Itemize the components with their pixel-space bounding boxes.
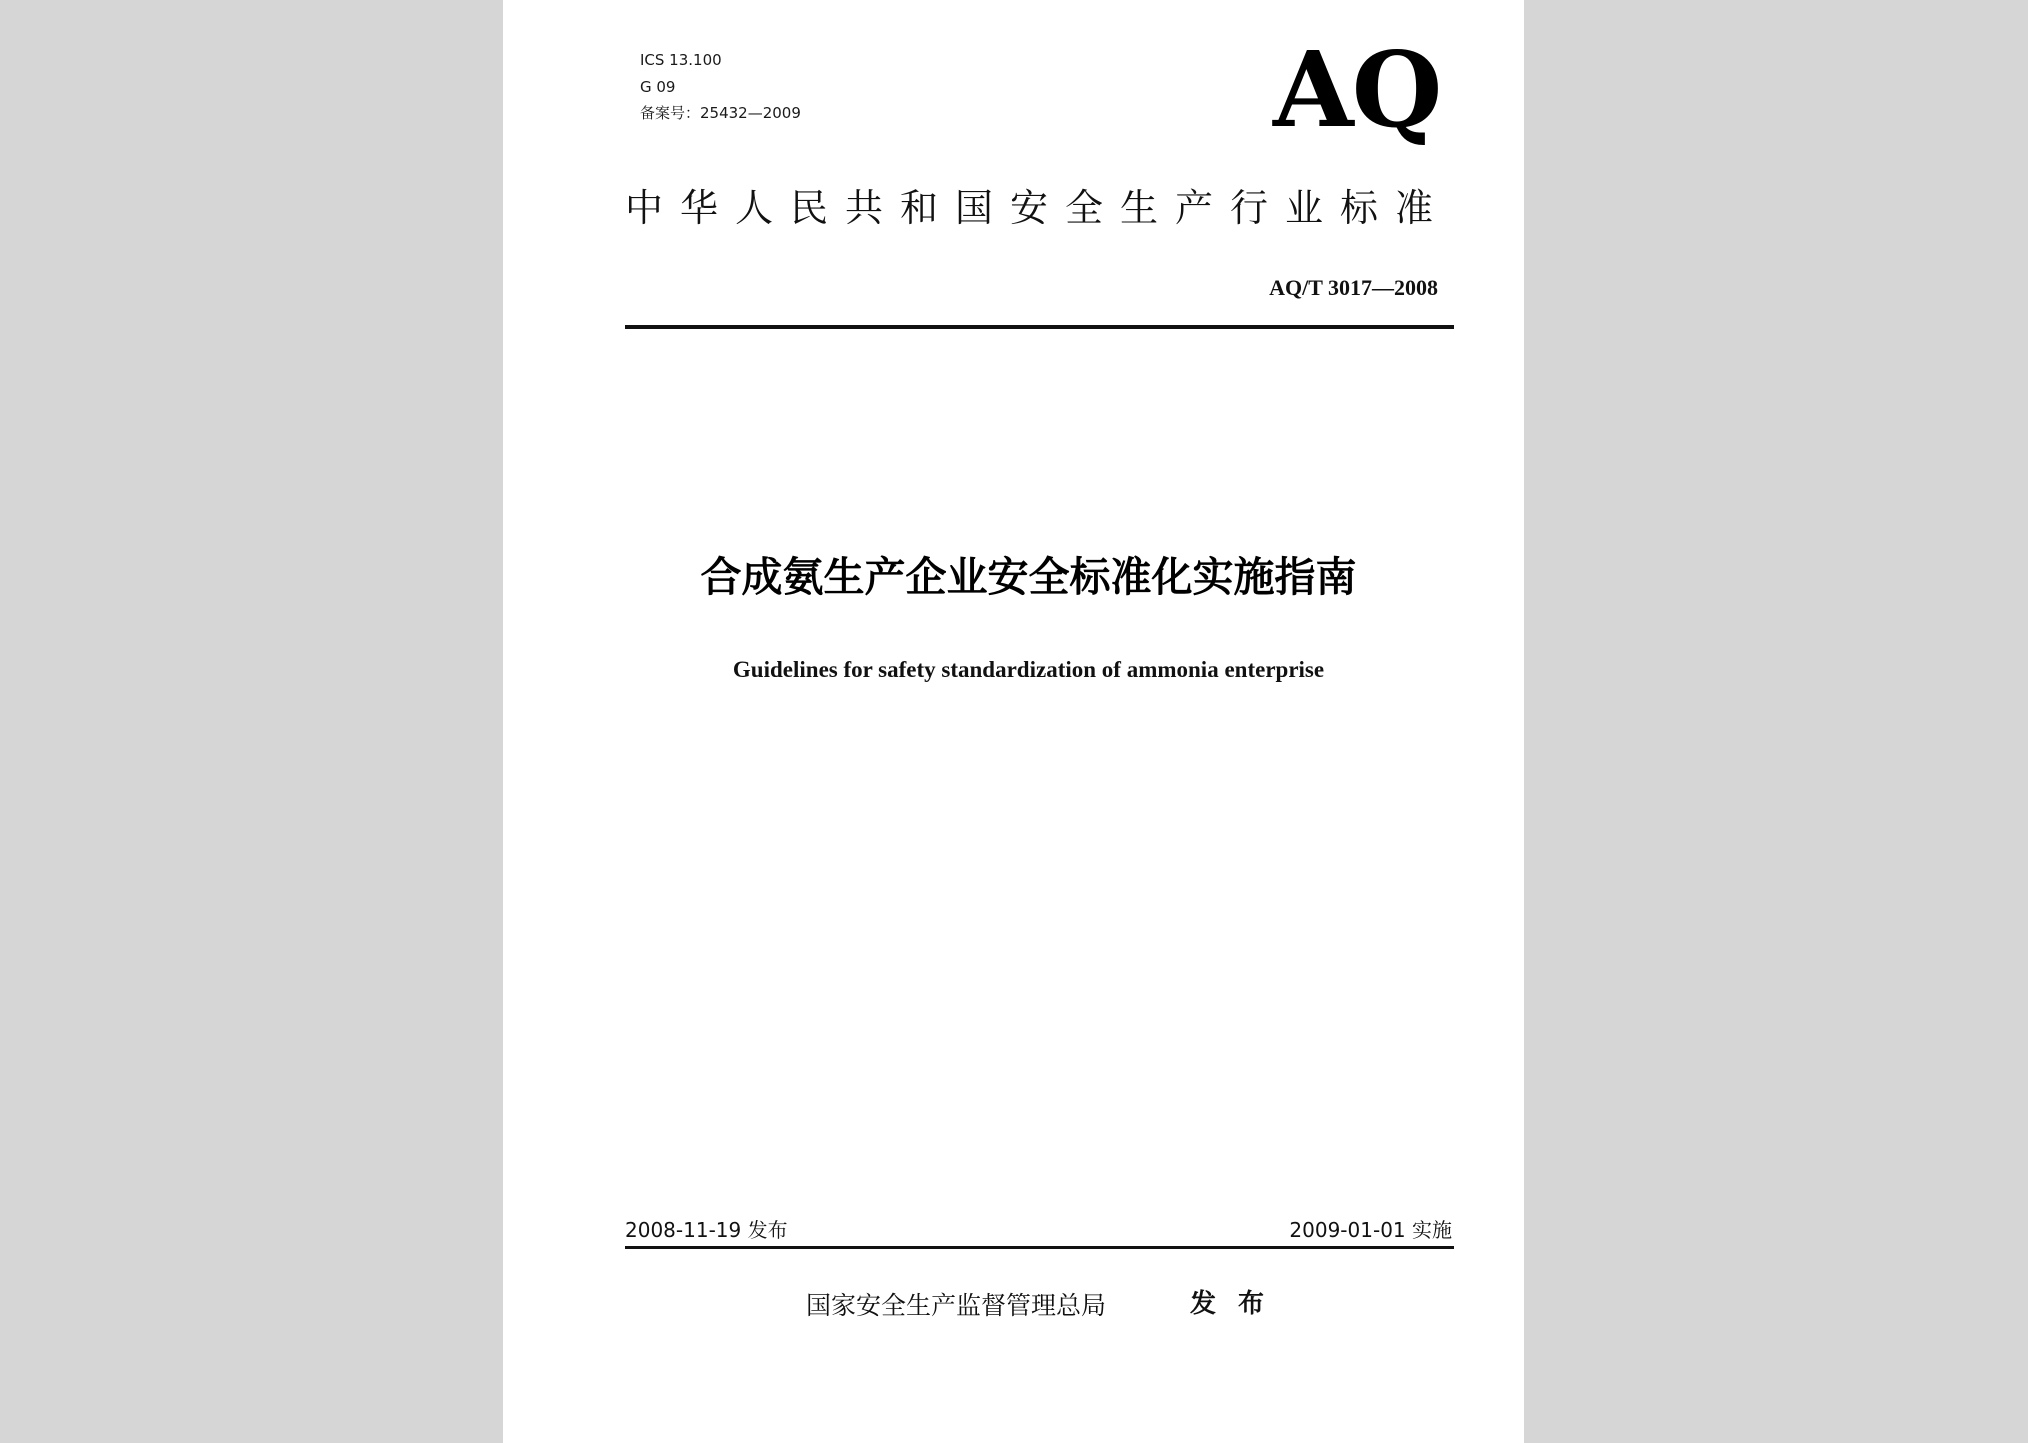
document-page (503, 0, 1524, 1443)
ics-code: ICS 13.100 (640, 51, 722, 69)
footer-divider (625, 1246, 1454, 1249)
issue-label: 发布 (1190, 1289, 1287, 1319)
standard-code: AQ/T 3017—2008 (1269, 275, 1438, 300)
issue-date: 2008-11-19 发布 (625, 1218, 788, 1242)
record-number: 备案号：25432—2009 (640, 104, 801, 122)
issuing-authority: 国家安全生产监督管理总局 (806, 1291, 1107, 1320)
header-divider (625, 325, 1454, 329)
aq-logo: AQ (1273, 28, 1441, 151)
industry-standard-title: 中华人民共和国安全生产行业标准 (625, 186, 1451, 230)
classification-code: G 09 (640, 78, 676, 96)
implementation-date: 2009-01-01 实施 (1289, 1218, 1452, 1242)
document-title: 合成氨生产企业安全标准化实施指南 (700, 553, 1357, 601)
document-english-title: Guidelines for safety standardization of ammonia enterprise (732, 657, 1325, 682)
